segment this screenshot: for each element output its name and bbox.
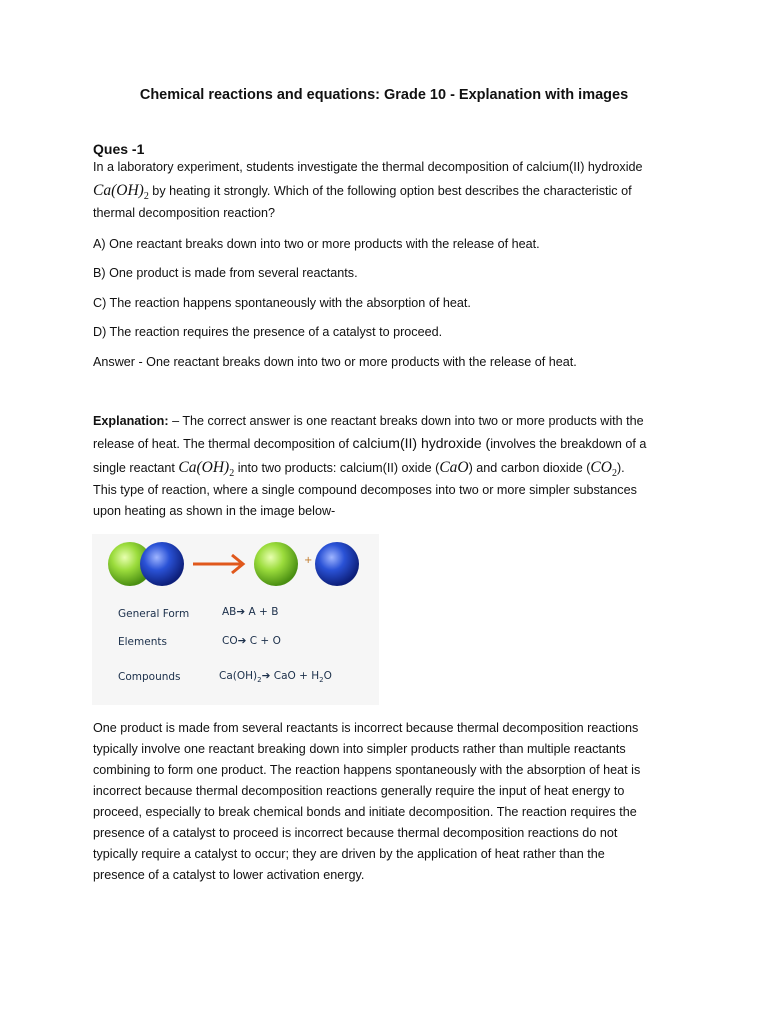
question-line-2: $Ca(OH)_2$ by heating it strongly. Which of the following option best describes the characteristic of — [93, 182, 632, 203]
decomposition-figure — [92, 534, 379, 705]
conclusion-line: typically require a catalyst to occur; they are driven by the application of heat rather than the — [93, 847, 605, 861]
explanation-paragraph — [93, 411, 673, 522]
option-b: B) One product is made from several reactants. — [93, 266, 358, 280]
option-c: C) The reaction happens spontaneously with the absorption of heat. — [93, 296, 471, 310]
conclusion-paragraph — [93, 718, 673, 886]
plus-sign: + — [304, 555, 313, 566]
conclusion-line: proceed, especially to break chemical bonds and initiate decomposition. The reaction requires the — [93, 805, 637, 819]
conclusion-line: combining to form one product. The reaction happens spontaneously with the absorption of heat is — [93, 763, 641, 777]
explanation-line-2: release of heat. The thermal decomposition of calcium(II) hydroxide (involves the breakdown of a — [93, 435, 647, 451]
conclusion-line: One product is made from several reactants is incorrect because thermal decomposition reactions — [93, 721, 639, 735]
molecule-diagram — [92, 534, 379, 604]
explanation-label: Explanation: — [93, 414, 169, 428]
question-line-3: thermal decomposition reaction? — [93, 206, 276, 220]
explanation-line-1: Explanation: – The correct answer is one reactant breaks down into two or more products with the — [93, 414, 644, 428]
figure-label-general-form: General Form — [118, 608, 190, 620]
page-title: Chemical reactions and equations: Grade 10 - Explanation with images — [139, 87, 629, 103]
explanation-line-3: single reactant $Ca(OH)_2$ into two products: calcium(II) oxide (CaO) and carbon dioxide $(CO_2)$. — [93, 459, 625, 480]
explanation-line-4: This type of reaction, where a single compound decomposes into two or more simpler substances — [93, 483, 637, 497]
figure-eq-general-form: AB➔ A + B — [222, 606, 279, 618]
figure-label-compounds: Compounds — [118, 671, 181, 683]
formula-caoh2-inline: $Ca(OH)_2$ — [178, 459, 235, 480]
option-d: D) The reaction requires the presence of a catalyst to proceed. — [93, 325, 443, 339]
question-line-1: In a laboratory experiment, students investigate the thermal decomposition of calcium(II) hydroxide — [93, 160, 643, 174]
blue-atom-product — [315, 542, 359, 586]
conclusion-line: incorrect because thermal decomposition reactions generally require the input of heat energy to — [93, 784, 625, 798]
blue-atom-reactant — [140, 542, 184, 586]
question-text — [93, 157, 673, 224]
conclusion-line: typically involve one reactant breaking down into simpler products rather than multiple reactants — [93, 742, 626, 756]
answer-text: Answer - One reactant breaks down into two or more products with the release of heat. — [93, 355, 577, 369]
question-heading: Ques -1 — [93, 141, 145, 157]
figure-eq-compounds: $Ca(OH)_2➔$ CaO + $H_2O$ — [219, 670, 332, 685]
conclusion-line: presence of a catalyst to lower activation energy. — [93, 868, 365, 882]
conclusion-line: presence of a catalyst to proceed is incorrect because thermal decomposition reactions do not — [93, 826, 618, 840]
explanation-line-5: upon heating as shown in the image below- — [93, 504, 336, 518]
figure-label-elements: Elements — [118, 636, 167, 648]
formula-caoh2: $Ca(OH)_2$ — [93, 182, 149, 203]
option-a: A) One reactant breaks down into two or more products with the release of heat. — [93, 237, 540, 251]
green-atom-product — [254, 542, 298, 586]
figure-eq-elements: CO➔ C + O — [222, 635, 281, 647]
